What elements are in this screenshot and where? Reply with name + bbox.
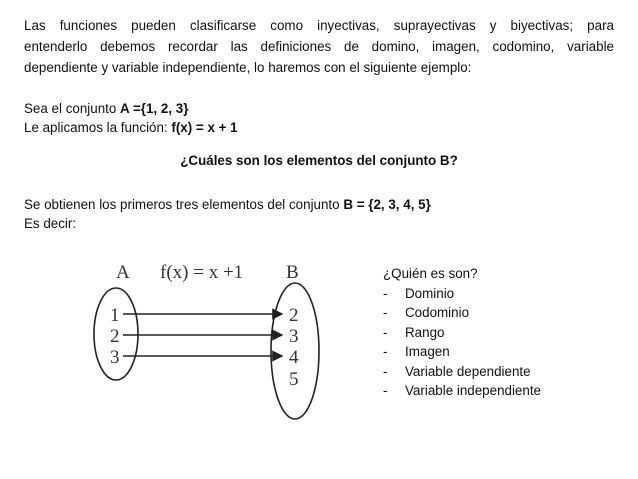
set-b-element: 5 bbox=[289, 369, 299, 390]
mapping-diagram bbox=[80, 252, 340, 422]
roles-list bbox=[383, 284, 541, 401]
intro-line-3: dependiente y variable independiente, lo haremos con el siguiente ejemplo: bbox=[24, 60, 472, 75]
function-line bbox=[24, 117, 614, 138]
dash-marker: - bbox=[383, 363, 388, 379]
intro-line-2: entenderlo debemos recordar las definiciones de domino, imagen, codomino, variable bbox=[24, 39, 614, 54]
function-prefix: Le aplicamos la función: bbox=[24, 120, 172, 135]
set-a-value: A ={1, 2, 3} bbox=[120, 101, 189, 116]
list-item-label: Imagen bbox=[405, 344, 450, 359]
dash-marker: - bbox=[383, 324, 388, 340]
set-a-element: 3 bbox=[110, 347, 120, 368]
list-item bbox=[383, 284, 541, 304]
set-b-element: 4 bbox=[289, 347, 299, 368]
set-b-element: 2 bbox=[289, 305, 299, 326]
set-a-line bbox=[24, 98, 614, 119]
list-item-label: Rango bbox=[405, 324, 445, 340]
set-a-element: 2 bbox=[110, 326, 120, 347]
set-b-element: 3 bbox=[289, 326, 299, 347]
intro-line-1: Las funciones pueden clasificarse como inyectivas, suprayectivas y biyectivas; para bbox=[24, 18, 614, 33]
set-a-prefix: Sea el conjunto bbox=[24, 101, 121, 116]
list-item bbox=[383, 342, 541, 362]
dash-marker: - bbox=[383, 383, 388, 398]
list-item bbox=[383, 303, 541, 323]
function-value: f(x) = x + 1 bbox=[171, 120, 238, 135]
set-a-label: A bbox=[116, 262, 130, 283]
list-item-label: Dominio bbox=[405, 285, 455, 301]
intro-paragraph bbox=[24, 15, 614, 78]
dash-marker: - bbox=[383, 344, 388, 359]
list-item-label: Variable independiente bbox=[405, 383, 541, 398]
roles-title: ¿Quién es son? bbox=[383, 266, 478, 281]
dash-marker: - bbox=[383, 285, 388, 301]
list-item-label: Variable dependiente bbox=[405, 363, 531, 379]
question-heading: ¿Cuáles son los elementos del conjunto B? bbox=[180, 153, 458, 168]
set-a-element: 1 bbox=[110, 305, 120, 326]
set-b-label: B bbox=[286, 262, 299, 283]
es-decir-line: Es decir: bbox=[24, 216, 77, 231]
list-item bbox=[383, 323, 541, 343]
result-line bbox=[24, 194, 614, 215]
roles-list-block bbox=[383, 264, 541, 401]
function-label: f(x) = x +1 bbox=[160, 262, 244, 283]
result-value: B = {2, 3, 4, 5} bbox=[343, 197, 431, 212]
result-prefix: Se obtienen los primeros tres elementos del conjunto bbox=[24, 197, 344, 212]
list-item bbox=[383, 362, 541, 382]
list-item bbox=[383, 381, 541, 401]
list-item-label: Codominio bbox=[405, 305, 470, 320]
dash-marker: - bbox=[383, 305, 388, 320]
